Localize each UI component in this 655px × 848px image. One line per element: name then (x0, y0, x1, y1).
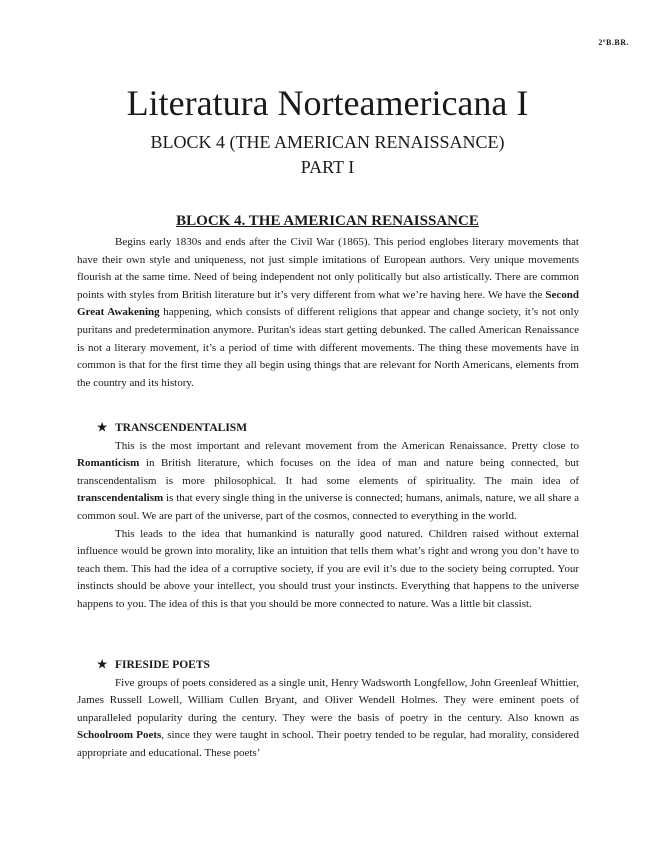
fireside-text-1: Five groups of poets considered as a single unit, Henry Wadsworth Longfellow, John Greenleaf Whittier, James Russell Lowell, William Cullen Bryant, and Oliver Wendell Holmes. They were eminent poets of unparalleled popularity during the century. They were the basis of poetry in the century. Also known as (77, 676, 579, 724)
transc-text-3: is that every single thing in the universe is connected; humans, animals, nature, we all share a common soul. We are part of the universe, part of the cosmos, connected to everything in the world. (77, 492, 579, 522)
transcendentalism-paragraph-2: This leads to the idea that humankind is naturally good natured. Children raised without external influence would be grown into morality, like an intuition that tells them what’s right and wrong you don’t have to teach them. This had the idea of a corruptive society, if you are evil it’s due to the society being corrupted. Your instincts should be above your intellect, you should trust your instincts. Everything that happens to the universe happens to you. The idea of this is that you should be more connected to nature. Was a little bit classist. (77, 527, 579, 610)
subtitle-line-1: BLOCK 4 (THE AMERICAN RENAISSANCE) (150, 132, 505, 152)
fireside-heading (97, 657, 579, 675)
transcendentalism-paragraph-1 (77, 438, 579, 526)
transcendentalism-heading (97, 420, 579, 438)
document-title: Literatura Norteamericana I (126, 83, 529, 123)
fireside-section (77, 657, 579, 763)
transc-text-2: in British literature, which focuses on the idea of man and nature being connected, but transcendentalism is more philosophical. It had some elements of spirituality. The main idea of (77, 457, 579, 487)
intro-text-1: Begins early 1830s and ends after the Civil War (1865). This period englobes literary movements that have their own style and uniqueness, not just simple imitations of European authors. Very unique movements flourish at the same time. Need of being independent not only politically but also artistically. There are common points with styles from British literature but it’s very different from what we’re having here. We have the (77, 236, 579, 301)
intro-text-2: happening, which consists of different religions that appear and change society, it’s not only puritans and predetermination anymore. Puritan's ideas start getting debunked. The called American Renaissance is not a literary movement, it’s a period of time with different movements. The thing these movements have in common is that for the first time they all begin using things that are relevant for North Americans, elements from the country and its history. (77, 306, 579, 389)
transc-text-1: This is the most important and relevant movement from the American Renaissance. Pretty close to (115, 439, 579, 452)
star-icon: ★ (97, 659, 108, 671)
subtitle-line-2: PART I (300, 157, 355, 177)
transc-bold-1: Romanticism (77, 457, 140, 470)
intro-paragraph (77, 234, 579, 392)
fireside-bold-1: Schoolroom Poets (77, 729, 162, 742)
fireside-text-2: , since they were taught in school. Their poetry tended to be regular, had morality, considered appropriate and educational. These poets’ (77, 729, 579, 759)
fireside-paragraph-1 (77, 675, 579, 763)
transcendentalism-heading-text: TRANSCENDENTALISM (115, 422, 248, 434)
fireside-heading-text: FIRESIDE POETS (115, 659, 210, 671)
star-icon: ★ (97, 422, 108, 434)
header-mark: 2ºB.BR. (598, 38, 629, 47)
transcendentalism-section (77, 420, 579, 614)
document-subtitle (0, 130, 655, 180)
intro-section (77, 234, 579, 392)
transc-bold-2: transcendentalism (77, 492, 164, 505)
intro-bold-term: Second Great Awakening (77, 288, 579, 319)
section-heading: BLOCK 4. THE AMERICAN RENAISSANCE (176, 213, 479, 229)
